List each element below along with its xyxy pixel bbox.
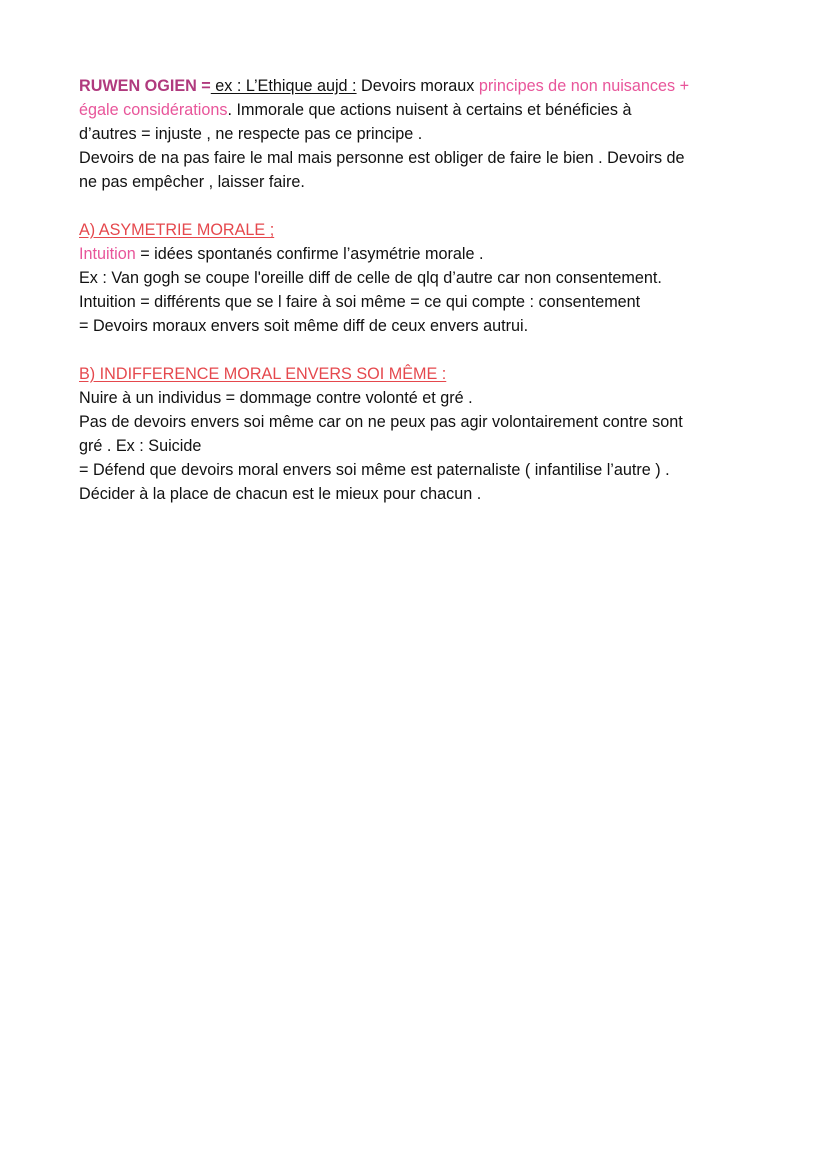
intuition-term: Intuition [79,245,136,263]
intro-line-5: ne pas empêcher , laisser faire. [79,173,305,191]
intro-line-3: d’autres = injuste , ne respecte pas ce principe . [79,125,423,143]
section-a-line-3: Intuition = différents que se l faire à soi même = ce qui compte : consentement [79,293,641,311]
intro-line-4: Devoirs de na pas faire le mal mais personne est obliger de faire le bien . Devoirs de [79,149,685,167]
spacer [79,338,749,362]
document-page [79,74,749,506]
section-b-line-4: = Défend que devoirs moral envers soi même est paternaliste ( infantilise l’autre ) . [79,461,670,479]
section-a-line-2: Ex : Van gogh se coupe l'oreille diff de celle de qlq d’autre car non consentement. [79,269,662,287]
section-b [79,362,749,386]
work-reference: ex : L’Ethique aujd : [210,77,357,95]
section-a [79,218,749,242]
spacer [79,194,749,218]
section-b-line-1: Nuire à un individus = dommage contre volonté et gré . [79,389,473,407]
section-a-line-1-rest: = idées spontanés confirme l’asymétrie morale . [135,245,484,263]
intro-text-2: . Immorale que actions nuisent à certains et bénéficies à [227,101,632,119]
section-b-line-5: Décider à la place de chacun est le mieux pour chacun . [79,485,482,503]
highlight-principles-2: égale considérations [79,101,228,119]
author-equals: = [196,77,211,95]
section-a-heading: A) ASYMETRIE MORALE ; [79,221,275,239]
section-b-line-2: Pas de devoirs envers soi même car on ne peux pas agir volontairement contre sont [79,413,683,431]
section-a-line-1 [79,242,749,266]
intro-text-1: Devoirs moraux [356,77,479,95]
intro-line-1 [79,74,749,98]
section-b-heading: B) INDIFFERENCE MORAL ENVERS SOI MÊME : [79,365,447,383]
section-b-line-3: gré . Ex : Suicide [79,437,202,455]
highlight-principles-1: principes de non nuisances + [478,77,690,95]
author-name: RUWEN OGIEN [79,77,197,95]
section-a-line-4: = Devoirs moraux envers soit même diff de ceux envers autrui. [79,317,529,335]
intro-line-2 [79,98,749,122]
